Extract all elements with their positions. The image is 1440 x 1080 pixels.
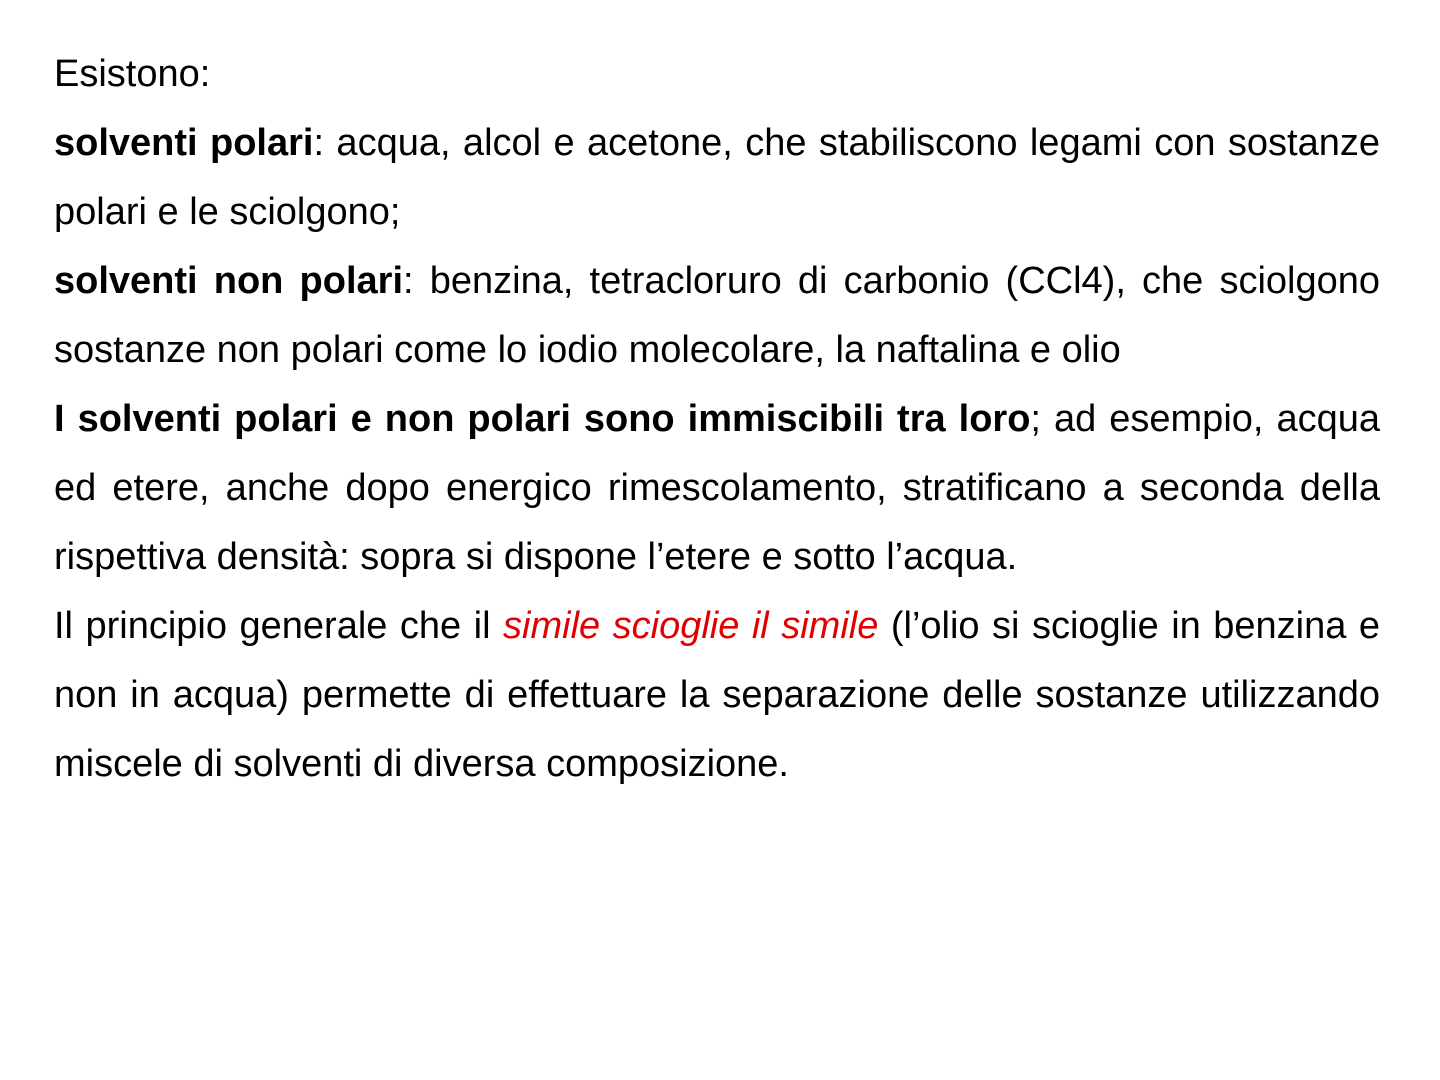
intro-line [54,40,1380,109]
slide-body [54,40,1380,799]
immiscible-paragraph [54,385,1380,592]
polar-solvents-term: solventi polari [54,122,314,164]
principle-text-before: Il principio generale che il [54,605,504,647]
nonpolar-solvents-paragraph [54,247,1380,385]
nonpolar-solvents-term: solventi non polari [54,260,404,302]
principle-text-after: (l’olio si scioglie in benzina e non in acqua) permette di effettuare la separazione delle sostanze utilizzando miscele di solventi di diversa composizione. [54,605,1380,785]
polar-solvents-paragraph [54,109,1380,247]
immiscible-statement: I solventi polari e non polari sono immiscibili tra loro [54,398,1031,440]
principle-highlight: simile scioglie il simile [503,605,879,647]
principle-paragraph [54,592,1380,799]
immiscible-example-text: ; ad esempio, acqua ed etere, anche dopo energico rimescolamento, stratificano a seconda della rispettiva densità: sopra si dispone l’etere e sotto l’acqua. [54,398,1380,578]
nonpolar-solvents-text: : benzina, tetracloruro di carbonio (CCl4), che sciolgono sostanze non polari come lo iodio molecolare, la naftalina e olio [54,260,1381,371]
intro-text: Esistono: [54,53,211,95]
polar-solvents-text: : acqua, alcol e acetone, che stabiliscono legami con sostanze polari e le sciolgono; [54,122,1380,233]
